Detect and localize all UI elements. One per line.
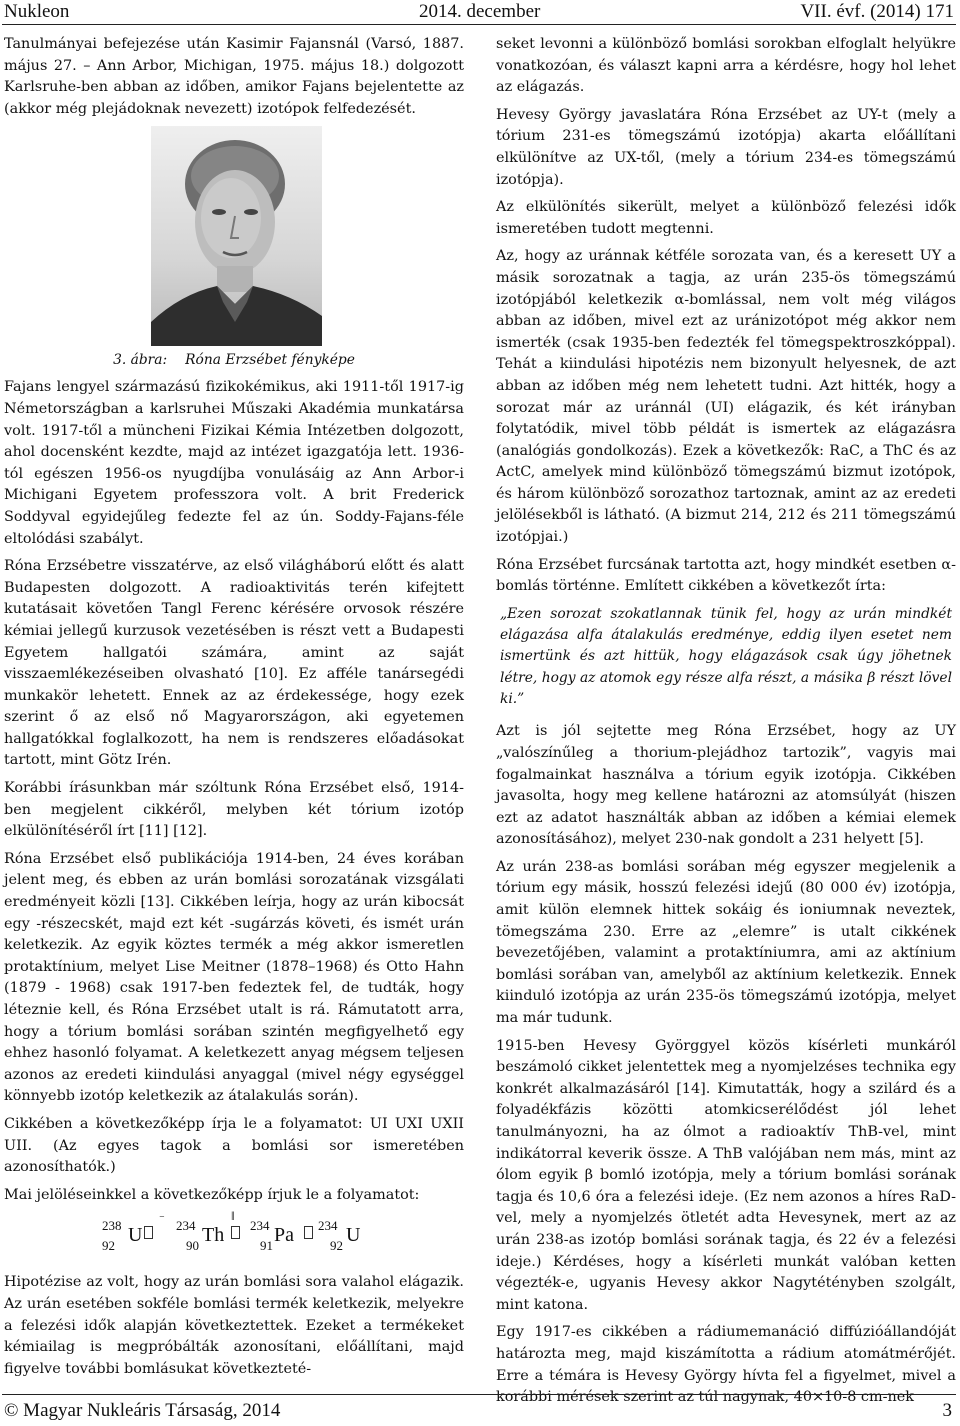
paragraph: Róna Erzsébetre visszatérve, az első világháború előtt és alatt Budapesten dolgozott. A radioaktivitás terén kifejtett kutatásait követően Tangl Ferenc kérésére orvosok részére kémiai jellegű kurzusok vezetésében is részt vett a Budapesti Egyetem hallgatói számára, amint az saját visszaemlékezéseiben olvasható [10]. Ez afféle tanársegédi munkakör lehetett. Ennek az az érdekessége, hogy ezek szerint ő az első nő Magyarországon, aki egyetemen hallgatókkal foglalkozott, ha nem is rendszeres előadásokat tartott, mint Götz Irén.: [4, 558, 464, 769]
figure-label: 3. ábra:: [113, 352, 168, 369]
issue-date: 2014. december: [419, 1, 541, 22]
element-symbol: Pa: [274, 1224, 294, 1247]
decay-mark-icon: ⁻: [159, 1213, 165, 1226]
paragraph: Róna Erzsébet első publikációja 1914-ben, 24 éves korában jelent meg, és ebben az urán bomlási sorozatának vizsgálati eredményeit közli [13]. Cikkében leírja, hogy az urán kibocsát egy -részecskét, majd ezt két -sugárzás követi, és ismét urán keletkezik. Az egyik köztes termék a még akkor ismeretlen protaktínium, melyet Lise Meitner (1878–1968) és Otto Hahn (1879 - 1968) csak 1917-ben fedeztek fel, de tudták, hogy léteznie kell, és Róna Erzsébet utalt is rá. Rámutatott arra, hogy a tórium bomlási sorában szintén megfigyelhető egy ehhez hasonló folyamat. A keletkezett anyag mégsem teljesen azonos az eredeti kiindulási anyaggal (mivel négy egységgel könnyebb izotóp keletkezik az átalakulás során).: [4, 850, 464, 1105]
portrait-photo: [151, 126, 322, 346]
mass-number: 234: [318, 1218, 338, 1234]
paragraph: Az, hogy az uránnak kétféle sorozata van, és a keresett UY a másik sorozatnak a tagja, az urán 235-ös tömegszámú izotópjából keletkezik α-bomlással, nem volt még világos abban az időben, mivel ezt az uránizotópot még akkor nem ismerték (csak 1935-ben fedezték fel tömegspektroszkóppal). Tehát a kiindulási hipotézis nem bizonyult helyesnek, de azt abban az időben még nem lehetett tudni. Azt hitték, hogy a sorozat már az uránnál (UI) elágazik, és két irányban folytatódik, mivel több példát is ismertek az elágazásra (analógiás gondolkozás). Ezek a következők: RaC, a ThC és az ActC, amelyek mind különböző tömegszámú bizmut izotópok, és három különböző sorozathoz tartoznak, amint az az eredeti jelölésekből is látható. (A bizmut 214, 212 és 211 tömegszámú izotópjai.): [496, 248, 956, 546]
mass-number: 234: [176, 1218, 196, 1234]
mass-number: 234: [250, 1218, 270, 1234]
atomic-number: 91: [260, 1238, 273, 1254]
block-quote: „Ezen sorozat szokatlannak tünik fel, hogy az urán mindkét elágazása alfa átalakulás eredménye, eddig ilyen esetet nem ismertünk és azt hittük, hogy elágazások csak úgy jöhetnek létre, hogy az atomok egy része alfa részt, a másika β részt lövel ki.”: [500, 605, 952, 708]
paragraph: 1915-ben Hevesy Györggyel közös kísérleti munkáról beszámoló cikket jelentettek meg a nyomjelzéses technika egy konkrét alkalmazásáról [14]. Kimutatták, hogy a szilárd és a folyadékfázis közötti atomkicserélődést jól lehet tanulmányozni, ha az ólmot a radioaktív ThB-vel, mint indikátorral keverik össze. A ThB valójában nem más, mint az ólom egyik β bomló izotópja, mely a tórium bomlási sorának tagja és 10,6 óra a felezési ideje. (Ez nem azonos a híres RaD-vel, mely a nyomjelzés ötletét adta Hevesynek, mert az az urán 238-as izotóp bomlási sorának tagja, és 22 év a felezési ideje.) Kérdéses, hogy a kísérleti munkát valóban ketten végezték-e, ugyanis Hevesy akkor Nagytétényben szolgált, mint katona.: [496, 1037, 956, 1313]
page-header: [4, 0, 954, 24]
atomic-number: 92: [102, 1238, 115, 1254]
paragraph: Korábbi írásunkban már szóltunk Róna Erzsébet első, 1914-ben megjelent cikkéről, melyben két tórium izotóp elkülönítéséről írt [11] [12].: [4, 780, 464, 840]
arrow-icon: [304, 1226, 313, 1239]
paragraph: Hevesy György javaslatára Róna Erzsébet az UY-t (mely a tórium 231-es tömegszámú izotópja) akarta előállítani elkülönítve az UX-től, (mely a tórium 234-es tömegszámú izotópja).: [496, 106, 956, 188]
paragraph: Róna Erzsébet furcsának tartotta azt, hogy mindkét esetben α-bomlás történne. Említett cikkében a következőt írta:: [496, 556, 956, 595]
paragraph: Azt is jól sejtette meg Róna Erzsébet, hogy az UY „valószínűleg a thorium-plejádhoz tartozik”, vagyis mai fogalmainkat használva a tórium egyik izotópja. Cikkében javasolta, hogy meg kellene határozni az atomsúlyát (hiszen ezt az adatot használták abban az időben a kémiai elemek azonosításához), melyet 230-nak gondolt a 231 helyett [5].: [496, 723, 956, 848]
figure-caption: [4, 352, 464, 368]
mass-number: 238: [102, 1218, 122, 1234]
footer-rule: [2, 1394, 956, 1395]
decay-equation: [4, 1208, 464, 1268]
journal-name: Nukleon: [4, 1, 70, 22]
atomic-number: 92: [330, 1238, 343, 1254]
element-symbol: U: [346, 1224, 361, 1247]
paragraph: Tanulmányai befejezése után Kasimir Fajansnál (Varsó, 1887. május 27. – Ann Arbor, Michigan, 1975. május 18.) dolgozott Karlsruhe-ben abban az időben, amikor Fajans bejelentette az (akkor még plejádoknak nevezett) izotópok felfedezését.: [4, 36, 464, 117]
element-symbol: Th: [202, 1224, 225, 1247]
figure-title: Róna Erzsébet fényképe: [185, 352, 355, 369]
arrow-icon: [144, 1226, 153, 1239]
element-symbol: U: [128, 1224, 143, 1247]
paragraph: Az elkülönítés sikerült, melyet a különböző felezési idők ismeretében tudott megtenni.: [496, 199, 956, 237]
left-column: [4, 34, 464, 1386]
copyright-notice: © Magyar Nukleáris Társaság, 2014: [4, 1400, 281, 1421]
header-rule: [2, 24, 956, 25]
paragraph: Az urán 238-as bomlási sorában még egyszer megjelenik a tórium egy másik, hosszú felezési idejű (80 000 év) izotópja, amit külön elemnek hittek sokáig és ioniumnak neveztek, tömegszáma 230. Erre az „elemre” is utalt cikkének bevezetőjében, valamint a protaktíniumra, ami az aktínium bomlási sorában van, amelyből az aktínium keletkezik. Ennek kiinduló izotópja az urán 235-ös tömegszámú izotópja, melyet ma már tudunk.: [496, 858, 956, 1027]
paragraph: Egy 1917-es cikkében a rádiumemanáció diffúzióállandóját határozta meg, majd kiszámította a rádium atomátmérőjét. Erre a témára is Hevesy György hívta fel a figyelmet, mivel a korábbi mérések szerint az túl nagynak, 40×10-8 cm-nek: [496, 1324, 956, 1406]
page-number: 3: [942, 1400, 952, 1421]
paragraph: Fajans lengyel származású fizikokémikus, aki 1911-től 1917-ig Németországban a karlsruhei Műszaki Akadémia munkatársa volt. 1917-től a müncheni Fizikai Kémia Intézetben dolgozott, ahol docensként kezdte, majd az intézet igazgatója lett. 1936-tól egészen 1956-os nyugdíjba vonulásáig az Ann Arbor-i Michigani Egyetem professzora volt. A brit Frederick Soddyval egyidejűleg fedezte fel az ún. Soddy-Fajans-féle eltolódási szabályt.: [4, 379, 464, 547]
paragraph: Cikkében a következőképp írja le a folyamatot: UI UXI UXII UII. (Az egyes tagok a bomlási sor ismeretében azonosíthatók.): [4, 1115, 464, 1176]
volume-info: VII. évf. (2014) 171: [800, 1, 954, 22]
paragraph: seket levonni a különböző bomlási sorokban elfoglalt helyükre vonatkozóan, és választ kapni arra a kérdésre, hogy hol lehet az elágazás.: [496, 36, 956, 96]
decay-mark-icon: ‖: [231, 1208, 235, 1224]
right-column: [496, 34, 956, 1415]
arrow-icon: [231, 1226, 240, 1239]
atomic-number: 90: [186, 1238, 199, 1254]
paragraph: Hipotézise az volt, hogy az urán bomlási sora valahol elágazik. Az urán esetében sokféle bomlási termék keletkezik, melyekre a felezési idők alapján következtettek. Ezeket a termékeket kémiailag is megpróbálták azonosítani, előállítani, majd figyelve további bomlásukat következteté-: [4, 1274, 464, 1377]
paragraph: Mai jelöléseinkkel a következőképp írjuk le a folyamatot:: [4, 1186, 420, 1203]
